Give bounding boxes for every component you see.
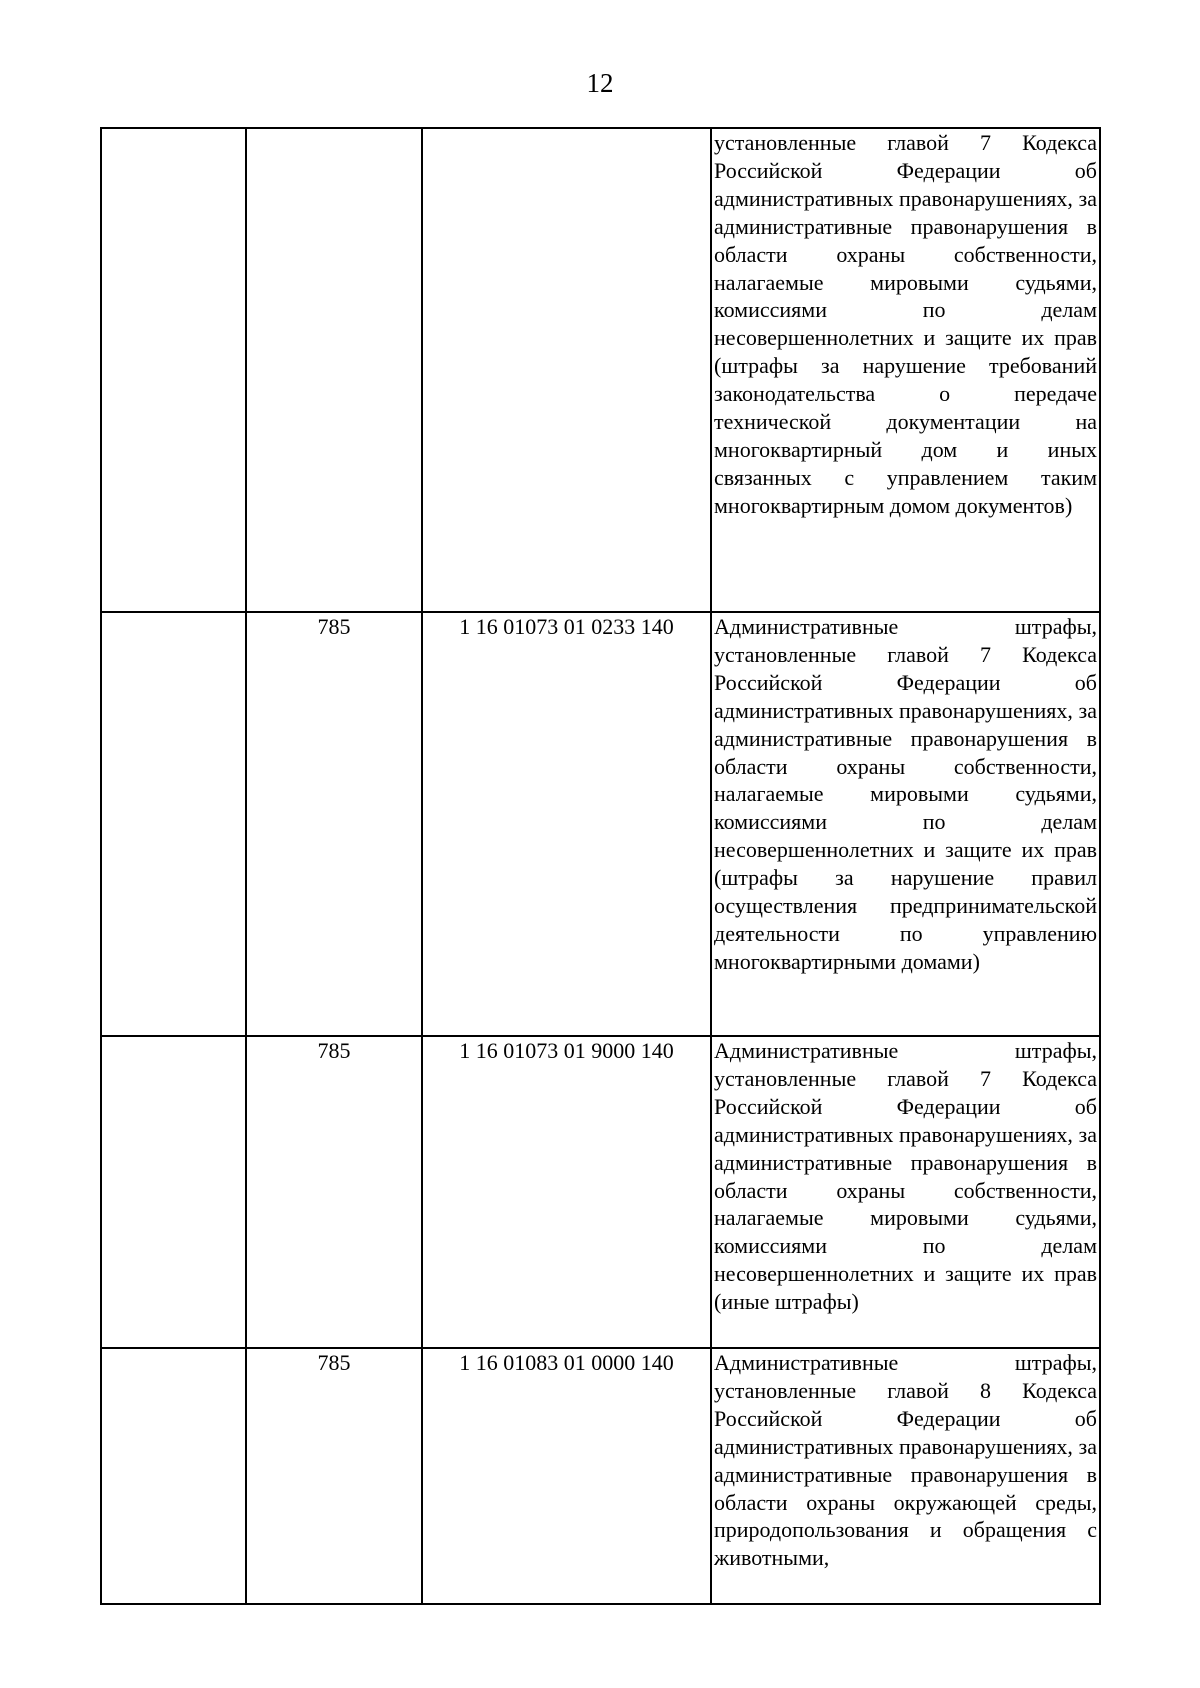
admin-code-cell: 785 (246, 1348, 422, 1604)
kbk-code-cell: 1 16 01073 01 9000 140 (422, 1036, 711, 1348)
kbk-code-cell: 1 16 01073 01 0233 140 (422, 612, 711, 1036)
table-row (101, 1036, 1100, 1348)
admin-code-cell: 785 (246, 612, 422, 1036)
row-number-cell (101, 128, 246, 612)
row-number-cell (101, 1036, 246, 1348)
table-row (101, 1348, 1100, 1604)
admin-code-cell (246, 128, 422, 612)
table-row (101, 612, 1100, 1036)
page-number: 12 (586, 68, 614, 98)
admin-code-cell: 785 (246, 1036, 422, 1348)
fees-table (100, 127, 1101, 1605)
kbk-code-cell (422, 128, 711, 612)
description-cell: Административные штрафы, установленные главой 7 Кодекса Российской Федерации об административных правонарушениях, за административные правонарушения в области охраны собственности, налагаемые мировыми судьями, комиссиями по делам несовершеннолетних и защите их прав (штрафы за нарушение правил осуществления предпринимательской деятельности по управлению многоквартирными домами) (711, 612, 1100, 1036)
row-number-cell (101, 1348, 246, 1604)
description-cell: установленные главой 7 Кодекса Российской Федерации об административных правонарушениях, за административные правонарушения в области охраны собственности, налагаемые мировыми судьями, комиссиями по делам несовершеннолетних и защите их прав (штрафы за нарушение требований законодательства о передаче технической документации на многоквартирный дом и иных связанных с управлением таким многоквартирным домом документов) (711, 128, 1100, 612)
table-row (101, 128, 1100, 612)
kbk-code-cell: 1 16 01083 01 0000 140 (422, 1348, 711, 1604)
description-cell: Административные штрафы, установленные главой 8 Кодекса Российской Федерации об административных правонарушениях, за административные правонарушения в области охраны окружающей среды, природопользования и обращения с животными, (711, 1348, 1100, 1604)
description-cell: Административные штрафы, установленные главой 7 Кодекса Российской Федерации об административных правонарушениях, за административные правонарушения в области охраны собственности, налагаемые мировыми судьями, комиссиями по делам несовершеннолетних и защите их прав (иные штрафы) (711, 1036, 1100, 1348)
row-number-cell (101, 612, 246, 1036)
